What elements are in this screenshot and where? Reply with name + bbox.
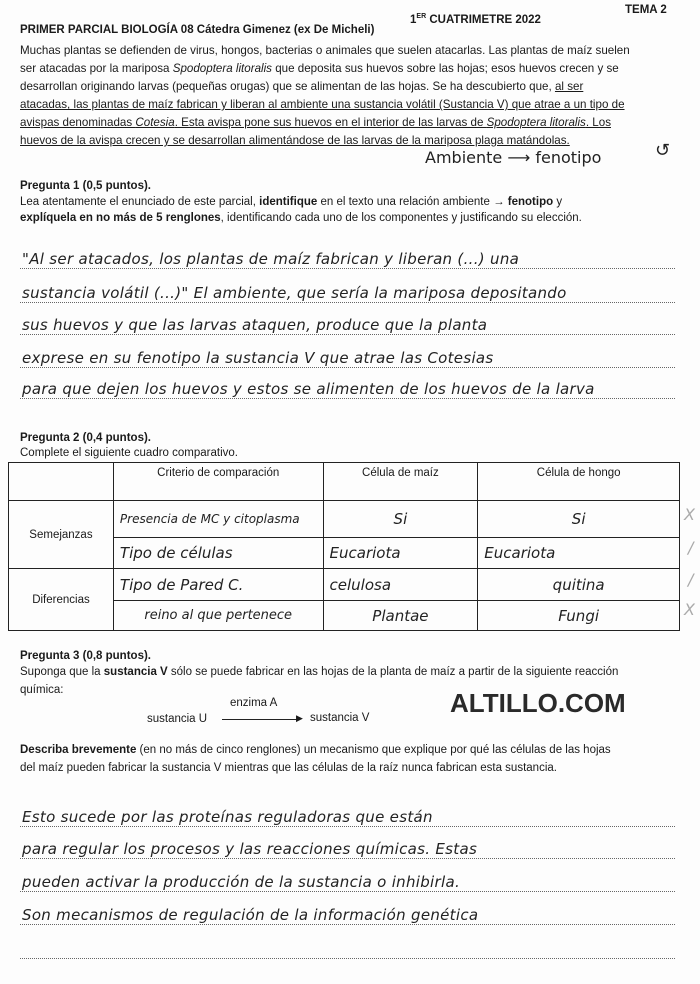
col-header: Célula de maíz bbox=[323, 463, 478, 501]
table-cell: Plantae bbox=[323, 601, 478, 631]
table-cell: celulosa bbox=[323, 569, 478, 601]
reaction-arrow bbox=[222, 719, 300, 720]
grading-mark: / bbox=[688, 570, 694, 589]
hand-arrow-mark: ↺ bbox=[655, 140, 671, 161]
grading-mark: X bbox=[684, 600, 695, 619]
table-cell: Eucariota bbox=[478, 538, 680, 569]
q1-text-2: explíquela en no más de 5 renglones, identificando cada uno de los componentes y justificando su elección. bbox=[20, 212, 582, 224]
term-text: CUATRIMETRE 2022 bbox=[429, 13, 541, 26]
table-header-row bbox=[9, 463, 680, 501]
table-cell: Tipo de células bbox=[113, 538, 323, 569]
reaction-substrate: sustancia U bbox=[147, 713, 208, 725]
q3-answer-line: para regular los procesos y las reacciones químicas. Estas bbox=[22, 840, 478, 858]
q1-text: Lea atentamente el enunciado de este parcial, identifique en el texto una relación ambiente → fenotipo y bbox=[20, 196, 563, 208]
arrow-head-icon: ▶ bbox=[296, 713, 303, 723]
q1-answer-line: exprese en su fenotipo la sustancia V que atrae las Cotesias bbox=[22, 349, 494, 367]
intro-paragraph bbox=[20, 42, 680, 150]
comparison-table bbox=[8, 462, 680, 631]
exam-tema: TEMA 2 bbox=[625, 4, 667, 16]
q1-answer-line: sus huevos y que las larvas ataquen, produce que la planta bbox=[22, 316, 488, 334]
col-header: Célula de hongo bbox=[478, 463, 680, 501]
intro-line: huevos de la avispa crecen y se desarrollan alimentándose de las larvas de la mariposa plaga matándolas. bbox=[20, 134, 570, 147]
table-cell: reino al que pertenece bbox=[113, 601, 323, 631]
q3-answer-line: Esto sucede por las proteínas reguladoras que están bbox=[22, 808, 433, 826]
row-group-label: Semejanzas bbox=[9, 501, 114, 569]
q2-title: Pregunta 2 (0,4 puntos). bbox=[20, 432, 151, 444]
table-cell: Si bbox=[323, 501, 478, 538]
reaction-enzyme: enzima A bbox=[230, 697, 278, 709]
q3-text: Suponga que la sustancia V sólo se puede fabricar en las hojas de la planta de maíz a partir de la siguiente reacción bbox=[20, 666, 619, 678]
q3-describe-2: del maíz pueden fabricar la sustancia V mientras que las células de la raíz nunca fabrican esta sustancia. bbox=[20, 762, 557, 774]
watermark: ALTILLO.COM bbox=[450, 688, 626, 718]
intro-line: desarrollan originando larvas (pequeñas orugas) que se alimentan de las hojas. Se ha descubierto que, al ser bbox=[20, 80, 584, 93]
q1-title: Pregunta 1 (0,5 puntos). bbox=[20, 180, 151, 192]
table-cell: quitina bbox=[478, 569, 680, 601]
q2-instruction: Complete el siguiente cuadro comparativo. bbox=[20, 447, 238, 459]
intro-line: avispas denominadas Cotesia. Esta avispa pone sus huevos en el interior de las larvas de Spodoptera litoralis. Los bbox=[20, 116, 611, 129]
q1-answer-line: sustancia volátil (...)" El ambiente, que sería la mariposa depositando bbox=[22, 284, 567, 302]
q3-text-2: química: bbox=[20, 684, 64, 696]
col-header: Criterio de comparación bbox=[113, 463, 323, 501]
intro-line: atacadas, las plantas de maíz fabrican y liberan al ambiente una sustancia volátil (Sustancia V) que atrae a un tipo de bbox=[20, 98, 625, 111]
q1-answer-line: para que dejen los huevos y estos se alimenten de los huevos de la larva bbox=[22, 380, 595, 398]
reaction-product: sustancia V bbox=[310, 712, 370, 724]
table-row bbox=[9, 501, 680, 538]
q3-title: Pregunta 3 (0,8 puntos). bbox=[20, 650, 151, 662]
row-group-label: Diferencias bbox=[9, 569, 114, 631]
table-row bbox=[9, 569, 680, 601]
exam-title: PRIMER PARCIAL BIOLOGÍA 08 Cátedra Gimenez (ex De Micheli) bbox=[20, 24, 375, 36]
intro-line: Muchas plantas se defienden de virus, hongos, bacterias o animales que suelen atacarlas. Las plantas de maíz suelen bbox=[20, 44, 630, 57]
table-cell: Eucariota bbox=[323, 538, 478, 569]
table-cell: Si bbox=[478, 501, 680, 538]
grading-mark: X bbox=[684, 505, 695, 524]
intro-line: ser atacadas por la mariposa Spodoptera litoralis que deposita sus huevos sobre las hojas; esos huevos crecen y se bbox=[20, 62, 619, 75]
grading-mark: / bbox=[688, 538, 694, 557]
q3-answer-line: pueden activar la producción de la sustancia o inhibirla. bbox=[22, 873, 461, 891]
q3-answer-line: Son mecanismos de regulación de la información genética bbox=[22, 906, 479, 924]
term-number: 1 bbox=[410, 13, 417, 26]
table-cell: Fungi bbox=[478, 601, 680, 631]
exam-term bbox=[410, 13, 541, 26]
q1-answer-line: "Al ser atacados, los plantas de maíz fabrican y liberan (...) una bbox=[22, 250, 520, 268]
table-cell: Presencia de MC y citoplasma bbox=[113, 501, 323, 538]
term-sup: ER bbox=[416, 13, 427, 20]
q3-describe: Describa brevemente (en no más de cinco renglones) un mecanismo que explique por qué las células de las hojas bbox=[20, 744, 611, 756]
annotation-ambiente-fenotipo: Ambiente ⟶ fenotipo bbox=[425, 148, 602, 167]
table-cell: Tipo de Pared C. bbox=[113, 569, 323, 601]
